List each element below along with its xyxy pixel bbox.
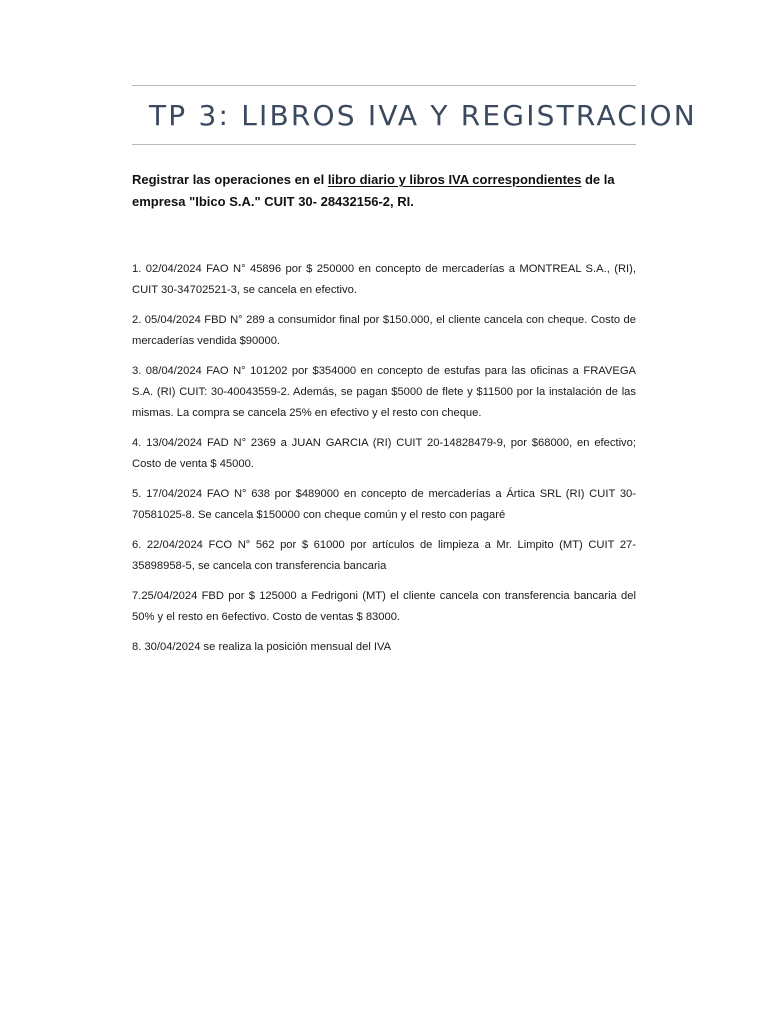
operation-item-3: 3. 08/04/2024 FAO N° 101202 por $354000 en concepto de estufas para las oficinas a FRAVEGA S.A. (RI) CUIT: 30-40043559-2. Además, se pagan $5000 de flete y $11500 por la instalación de las mismas. La compra se cancela 25% en efectivo y el resto con cheque. xyxy=(132,365,636,419)
intro-text-end: de la empresa "Ibico S.A." CUIT 30- 28432156-2, RI. xyxy=(132,172,615,209)
operation-item-8: 8. 30/04/2024 se realiza la posición mensual del IVA xyxy=(132,641,392,653)
document-title: TP 3: LIBROS IVA Y REGISTRACION xyxy=(149,99,697,132)
operation-item-1: 1. 02/04/2024 FAO N° 45896 por $ 250000 en concepto de mercaderías a MONTREAL S.A., (RI), CUIT 30-34702521-3, se cancela en efectivo. xyxy=(132,263,636,296)
operation-item-7: 7.25/04/2024 FBD por $ 125000 a Fedrigoni (MT) el cliente cancela con transferencia bancaria del 50% y el resto en 6efectivo. Costo de ventas $ 83000. xyxy=(132,590,636,623)
operation-item-2: 2. 05/04/2024 FBD N° 289 a consumidor final por $150.000, el cliente cancela con cheque. Costo de mercaderías vendida $90000. xyxy=(132,314,636,347)
intro-text-start: Registrar las operaciones en el xyxy=(132,172,328,187)
intro-paragraph xyxy=(132,169,636,213)
title-bottom-rule xyxy=(132,144,636,145)
operation-item-5: 5. 17/04/2024 FAO N° 638 por $489000 en concepto de mercaderías a Ártica SRL (RI) CUIT 30-70581025-8. Se cancela $150000 con cheque común y el resto con pagaré xyxy=(132,488,636,521)
document-page xyxy=(132,85,697,667)
operation-item-6: 6. 22/04/2024 FCO N° 562 por $ 61000 por artículos de limpieza a Mr. Limpito (MT) CUIT 27-35898958-5, se cancela con transferencia bancaria xyxy=(132,539,636,572)
operations-list xyxy=(132,259,636,658)
intro-underlined-text: libro diario y libros IVA correspondientes xyxy=(327,172,582,187)
operation-item-4: 4. 13/04/2024 FAD N° 2369 a JUAN GARCIA (RI) CUIT 20-14828479-9, por $68000, en efectivo; Costo de venta $ 45000. xyxy=(132,437,636,470)
